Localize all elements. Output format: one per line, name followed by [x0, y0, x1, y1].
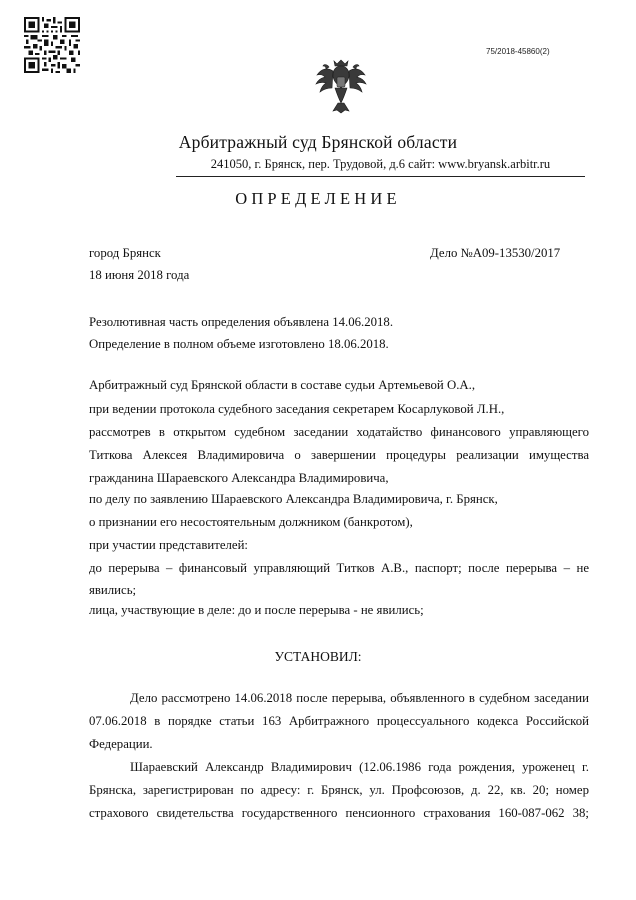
court-address-block [176, 157, 585, 177]
intro-line: Арбитражный суд Брянской области в составе судьи Артемьевой О.А., [89, 378, 476, 392]
body-line: Федерации. [89, 737, 153, 751]
document-id: 75/2018-45860(2) [486, 47, 550, 56]
document-title: ОПРЕДЕЛЕНИЕ [235, 189, 401, 208]
intro-line: рассмотрев в открытом судебном заседании ходатайство финансового управляющего [89, 425, 589, 439]
court-address: 241050, г. Брянск, пер. Трудовой, д.6 сайт: www.bryansk.arbitr.ru [210, 157, 551, 171]
document-date: 18 июня 2018 года [89, 268, 190, 282]
intro-line: лица, участвующие в деле: до и после перерыва - не явились; [89, 603, 424, 617]
intro-line: гражданина Шараевского Александра Владимировича, [89, 471, 389, 485]
coat-of-arms-icon [314, 57, 368, 115]
intro-line: по делу по заявлению Шараевского Александра Владимировича, г. Брянск, [89, 492, 498, 506]
intro-line: явились; [89, 583, 137, 597]
note-line: Резолютивная часть определения объявлена 14.06.2018. [89, 315, 394, 329]
intro-line: при участии представителей: [89, 538, 248, 552]
court-name: Арбитражный суд Брянской области [178, 132, 458, 152]
body-line: Брянска, зарегистрирован по адресу: г. Брянск, ул. Профсоюзов, д. 22, кв. 20; номер [89, 783, 589, 797]
body-line: страхового свидетельства государственного пенсионного страхования 160-087-062 38; [89, 806, 589, 820]
body-line: 07.06.2018 в порядке статьи 163 Арбитражного процессуального кодекса Российской [89, 714, 589, 728]
body-line: Шараевский Александр Владимирович (12.06.1986 года рождения, уроженец г. [130, 760, 589, 774]
intro-line: о признании его несостоятельным должником (банкротом), [89, 515, 413, 529]
case-number: Дело №А09-13530/2017 [430, 246, 561, 260]
note-line: Определение в полном объеме изготовлено 18.06.2018. [89, 337, 389, 351]
intro-line: при ведении протокола судебного заседания секретарем Косарлуковой Л.Н., [89, 402, 505, 416]
body-line: Дело рассмотрено 14.06.2018 после перерыва, объявленного в судебном заседании [130, 691, 589, 705]
intro-line: до перерыва – финансовый управляющий Титков А.В., паспорт; после перерыва – не [89, 561, 589, 575]
qr-code [24, 17, 80, 73]
intro-line: Титкова Алексея Владимировича о завершении процедуры реализации имущества [89, 448, 589, 462]
section-heading: УСТАНОВИЛ: [274, 649, 362, 664]
city: город Брянск [89, 246, 161, 260]
address-divider [176, 176, 585, 177]
